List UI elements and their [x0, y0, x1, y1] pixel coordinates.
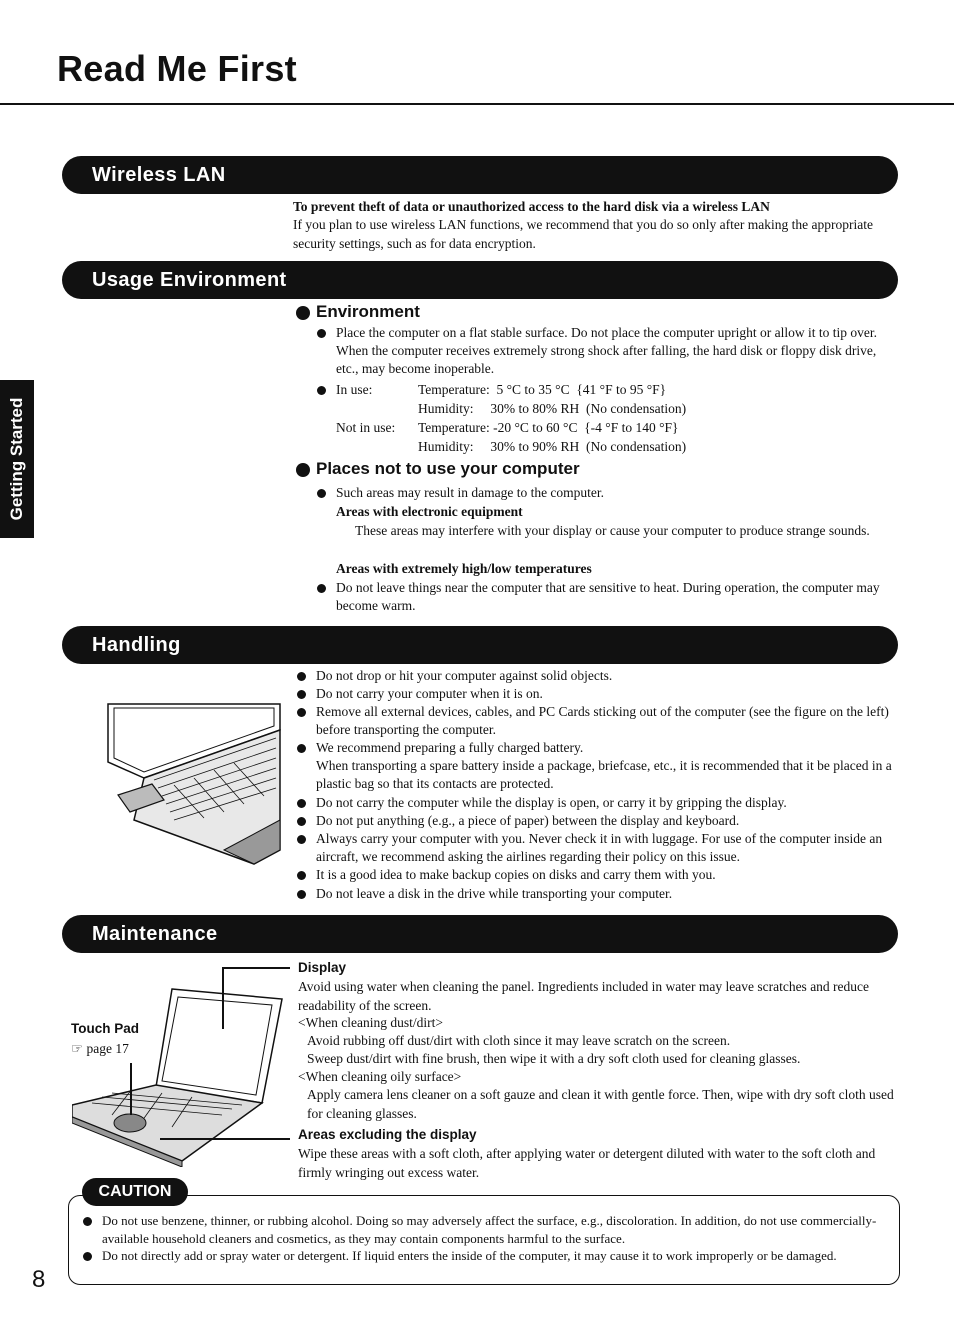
bullet-icon	[297, 744, 306, 753]
in-use-label: In use:	[336, 382, 373, 397]
handling-item-5	[316, 794, 904, 812]
in-use-temperature: Temperature: 5 °C to 35 °C {41 °F to 95 °F}	[418, 382, 667, 397]
handling-item-4-text: We recommend preparing a fully charged battery.	[316, 740, 584, 755]
laptop-carry-illustration	[104, 700, 286, 865]
battery-note: When transporting a spare battery inside a package, briefcase, etc., it is recommended that it be placed in a plastic bag so that its contacts are protected.	[316, 758, 892, 791]
side-tab-label: Getting Started	[7, 397, 26, 521]
dust-text-2: Sweep dust/dirt with fine brush, then wipe it with a dry soft cloth used for cleaning glasses.	[307, 1051, 801, 1066]
places-bullet-2-text: Do not leave things near the computer that are sensitive to heat. During operation, the computer may become warm.	[336, 580, 880, 613]
handling-item-2	[316, 685, 904, 703]
handling-item-6-text: Do not put anything (e.g., a piece of paper) between the display and keyboard.	[316, 813, 740, 828]
handling-item-7	[316, 830, 904, 866]
display-leader	[222, 967, 290, 969]
side-tab	[0, 380, 34, 538]
bullet-icon	[297, 817, 306, 826]
touch-pad-ref-text: page 17	[86, 1041, 129, 1056]
caution-item-2	[102, 1247, 894, 1265]
bullet-icon	[317, 329, 326, 338]
handling-item-4	[316, 739, 904, 757]
handling-item-6	[316, 812, 904, 830]
bullet-icon	[317, 584, 326, 593]
places-bullet-1-text: Such areas may result in damage to the computer.	[336, 485, 605, 500]
places-heading: Places not to use your computer	[316, 459, 580, 478]
bullet-icon	[297, 690, 306, 699]
display-text: Avoid using water when cleaning the panel. Ingredients included in water may leave scratches and reduce readability of the screen.	[298, 979, 870, 1013]
page-title: Read Me First	[57, 48, 297, 89]
areas-heading: Areas excluding the display	[298, 1127, 477, 1142]
handling-item-7-text: Always carry your computer with you. Never check it in with luggage. For use of the computer inside an aircraft, we recommend asking the airlines regarding their policy on this issue.	[316, 831, 883, 864]
areas-leader	[160, 1138, 290, 1140]
touch-pad-ref[interactable]	[71, 1040, 129, 1059]
handling-item-9	[316, 885, 904, 903]
section-heading-wireless-lan: Wireless LAN	[62, 156, 898, 194]
not-in-use-humidity: Humidity: 30% to 90% RH (No condensation)	[418, 439, 687, 454]
temperature-heading: Areas with extremely high/low temperatures	[336, 561, 592, 576]
in-use-row	[336, 381, 416, 399]
places-bullet-2	[336, 579, 901, 615]
handling-item-3-text: Remove all external devices, cables, and PC Cards sticking out of the computer (see the figure on the left) before transporting the computer.	[316, 704, 889, 737]
bullet-icon	[297, 871, 306, 880]
environment-bullet	[296, 306, 310, 320]
env-bullet-1-text: Place the computer on a flat stable surface. Do not place the computer upright or allow it to tip over. When the computer receives extremely strong shock after falling, the hard disk or floppy disk drive, etc., may become inoperable.	[336, 325, 877, 376]
bullet-icon	[317, 489, 326, 498]
bullet-icon	[83, 1252, 92, 1261]
places-bullet-1	[336, 484, 901, 502]
not-in-use-temperature: Temperature: -20 °C to 60 °C {-4 °F to 140 °F}	[418, 420, 679, 435]
section-heading-maintenance: Maintenance	[62, 915, 898, 953]
handling-item-1	[316, 667, 904, 685]
display-heading: Display	[298, 960, 347, 975]
page-number: 8	[32, 1266, 46, 1293]
dust-heading: <When cleaning dust/dirt>	[298, 1015, 443, 1030]
bullet-icon	[297, 799, 306, 808]
bullet-icon	[317, 386, 326, 395]
in-use-humidity: Humidity: 30% to 80% RH (No condensation)	[418, 401, 687, 416]
bullet-icon	[297, 890, 306, 899]
handling-item-8-text: It is a good idea to make backup copies on disks and carry them with you.	[316, 867, 716, 882]
environment-heading: Environment	[316, 302, 420, 321]
caution-item-1-text: Do not use benzene, thinner, or rubbing alcohol. Doing so may adversely affect the surface, e.g., discoloration. In addition, do not use commercially-available household cleaners and cosmetics, as they may contain components harmful to the surface.	[102, 1213, 877, 1246]
electronic-heading: Areas with electronic equipment	[336, 504, 523, 519]
caution-item-2-text: Do not directly add or spray water or detergent. If liquid enters the inside of the computer, it may cause it to work improperly or be damaged.	[102, 1248, 837, 1263]
oily-heading: <When cleaning oily surface>	[298, 1069, 462, 1084]
not-in-use-label: Not in use:	[336, 420, 396, 435]
handling-item-1-text: Do not drop or hit your computer against solid objects.	[316, 668, 613, 683]
section-heading-usage-environment: Usage Environment	[62, 261, 898, 299]
wireless-bold-line: To prevent theft of data or unauthorized access to the hard disk via a wireless LAN	[293, 199, 770, 214]
electronic-text: These areas may interfere with your display or cause your computer to produce strange sounds.	[355, 523, 870, 538]
caution-label: CAUTION	[82, 1178, 188, 1206]
bullet-icon	[83, 1217, 92, 1226]
handling-item-8	[316, 866, 904, 884]
bullet-icon	[297, 708, 306, 717]
touch-pad-label: Touch Pad	[71, 1021, 140, 1036]
caution-item-1	[102, 1212, 894, 1248]
handling-item-2-text: Do not carry your computer when it is on.	[316, 686, 543, 701]
touchpad-leader	[130, 1063, 132, 1115]
handling-item-9-text: Do not leave a disk in the drive while transporting your computer.	[316, 886, 673, 901]
handling-item-5-text: Do not carry the computer while the display is open, or carry it by gripping the display.	[316, 795, 787, 810]
wireless-text: If you plan to use wireless LAN functions, we recommend that you do so only after making the appropriate security settings, such as for data encryption.	[293, 217, 873, 251]
oily-text: Apply camera lens cleaner on a soft gauze and clean it with gentle force. Then, wipe with dry soft cloth used for cleaning glasses.	[307, 1087, 894, 1121]
title-rule	[0, 103, 954, 105]
handling-item-3	[316, 703, 904, 739]
bullet-icon	[297, 672, 306, 681]
bullet-icon	[297, 835, 306, 844]
areas-text: Wipe these areas with a soft cloth, after applying water or detergent diluted with water to the soft cloth and firmly wringing out excess water.	[298, 1146, 876, 1180]
laptop-maintenance-illustration	[72, 985, 284, 1167]
places-bullet	[296, 463, 310, 477]
dust-text-1: Avoid rubbing off dust/dirt with cloth since it may leave scratch on the screen.	[307, 1033, 731, 1048]
hand-pointer-icon: ☞	[71, 1041, 84, 1056]
env-bullet-1	[336, 324, 901, 378]
section-heading-handling: Handling	[62, 626, 898, 664]
display-leader-vertical	[222, 967, 224, 1029]
